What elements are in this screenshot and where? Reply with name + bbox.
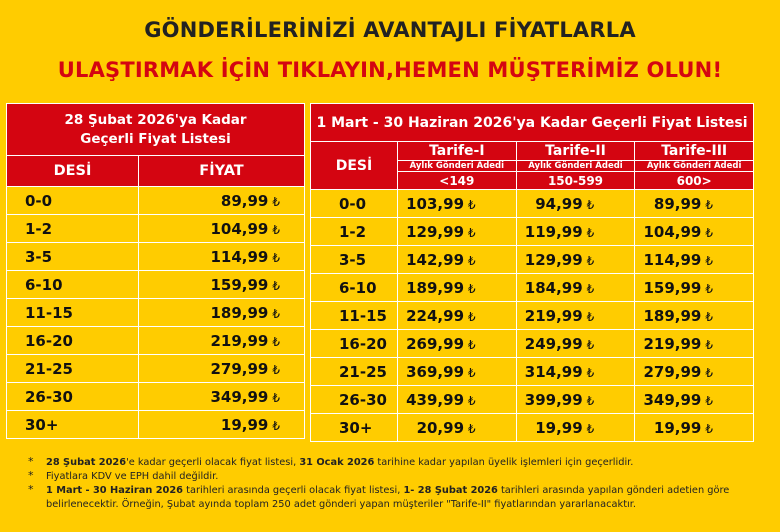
price-value: 19,99 — [653, 418, 702, 437]
lira-icon: ₺ — [705, 309, 713, 324]
left-table-row — [7, 243, 305, 271]
left-table-row — [7, 383, 305, 411]
lira-icon: ₺ — [272, 362, 280, 377]
lira-icon: ₺ — [272, 334, 280, 349]
lira-icon: ₺ — [468, 225, 476, 240]
tariff-2-price-cell — [516, 358, 635, 386]
price-value: 119,99 — [524, 222, 583, 241]
tariff-3-price-cell — [635, 246, 754, 274]
tariff-2-range: 150-599 — [516, 172, 635, 190]
desi-cell: 3-5 — [311, 246, 398, 274]
desi-cell: 30+ — [7, 411, 139, 439]
tariff-3-price-cell — [635, 302, 754, 330]
price-value: 349,99 — [643, 390, 702, 409]
desi-cell: 16-20 — [7, 327, 139, 355]
left-table-row — [7, 355, 305, 383]
lira-icon: ₺ — [705, 225, 713, 240]
tariff-3-price-cell — [635, 414, 754, 442]
price-value: 184,99 — [524, 278, 583, 297]
tariff-3-price-cell — [635, 274, 754, 302]
price-value: 279,99 — [210, 359, 269, 378]
desi-cell: 11-15 — [311, 302, 398, 330]
tariff-3-price-cell — [635, 358, 754, 386]
price-value: 159,99 — [643, 278, 702, 297]
footnote-3-text: tarihleri arasında geçerli olacak fiyat listesi, — [183, 485, 404, 496]
lira-icon: ₺ — [468, 253, 476, 268]
price-value: 349,99 — [210, 387, 269, 406]
desi-cell: 1-2 — [7, 215, 139, 243]
desi-cell: 26-30 — [311, 386, 398, 414]
right-price-table — [310, 103, 754, 442]
desi-cell: 6-10 — [7, 271, 139, 299]
price-value: 104,99 — [643, 222, 702, 241]
tariff-2-price-cell — [516, 302, 635, 330]
lira-icon: ₺ — [272, 194, 280, 209]
tariff-3-price-cell — [635, 386, 754, 414]
tariff-1-price-cell — [398, 330, 517, 358]
price-value: 94,99 — [535, 194, 583, 213]
tariff-1-price-cell — [398, 386, 517, 414]
tariff-1-sub: Aylık Gönderi Adedi — [398, 161, 517, 172]
tariff-1-name: Tarife-I — [398, 142, 517, 161]
price-value: 159,99 — [210, 275, 269, 294]
footnote-2-text: Fiyatlara KDV ve EPH dahil değildir. — [46, 471, 219, 482]
right-table-row — [311, 190, 754, 218]
lira-icon: ₺ — [468, 197, 476, 212]
desi-cell: 3-5 — [7, 243, 139, 271]
headline-line2[interactable]: ULAŞTIRMAK İÇİN TIKLAYIN,HEMEN MÜŞTERİMİZ OLUN! — [57, 58, 723, 82]
lira-icon: ₺ — [705, 197, 713, 212]
footnote-3-range: 1- 28 Şubat 2026 — [403, 485, 498, 496]
tariff-2-price-cell — [516, 330, 635, 358]
headline-line1: GÖNDERİLERİNİZİ AVANTAJLI FİYATLARLA — [144, 18, 636, 42]
tariff-2-price-cell — [516, 274, 635, 302]
price-cell — [139, 243, 305, 271]
footnote-3-text-end: tarihleri arasında yapılan gönderi adetien göre belirlenecektir. Örneğin, Şubat ayında toplam 250 adet gönderi yapan müşteriler "Tarife-II" fiyatlarından yararlanacaktır. — [46, 485, 730, 510]
lira-icon: ₺ — [468, 337, 476, 352]
price-cell — [139, 271, 305, 299]
asterisk-icon: * — [28, 455, 34, 468]
price-value: 189,99 — [406, 278, 465, 297]
lira-icon: ₺ — [586, 393, 595, 408]
tariff-2-price-cell — [516, 414, 635, 442]
lira-icon: ₺ — [705, 365, 713, 380]
lira-icon: ₺ — [272, 390, 280, 405]
tariff-1-price-cell — [398, 414, 517, 442]
tariff-2-sub: Aylık Gönderi Adedi — [516, 161, 635, 172]
lira-icon: ₺ — [586, 197, 595, 212]
desi-cell: 1-2 — [311, 218, 398, 246]
price-cell — [139, 299, 305, 327]
lira-icon: ₺ — [272, 306, 280, 321]
lira-icon: ₺ — [468, 309, 476, 324]
right-table-row — [311, 358, 754, 386]
left-table-row — [7, 215, 305, 243]
lira-icon: ₺ — [272, 418, 280, 433]
lira-icon: ₺ — [586, 225, 595, 240]
lira-icon: ₺ — [705, 281, 713, 296]
tariff-3-price-cell — [635, 190, 754, 218]
footnote-1-text: 'e kadar geçerli olacak fiyat listesi, — [126, 457, 300, 468]
lira-icon: ₺ — [272, 278, 280, 293]
price-value: 224,99 — [406, 306, 465, 325]
price-value: 103,99 — [406, 194, 465, 213]
desi-cell: 0-0 — [7, 187, 139, 215]
tariff-1-price-cell — [398, 302, 517, 330]
tariff-3-sub: Aylık Gönderi Adedi — [635, 161, 754, 172]
lira-icon: ₺ — [586, 309, 595, 324]
footnote-1-deadline: 31 Ocak 2026 — [299, 457, 375, 468]
right-col-desi: DESİ — [311, 142, 398, 190]
price-value: 129,99 — [406, 222, 465, 241]
right-table-row — [311, 414, 754, 442]
tariff-1-price-cell — [398, 358, 517, 386]
lira-icon: ₺ — [272, 222, 280, 237]
price-cell — [139, 327, 305, 355]
lira-icon: ₺ — [705, 337, 713, 352]
lira-icon: ₺ — [468, 281, 476, 296]
lira-icon: ₺ — [272, 250, 280, 265]
tariff-1-price-cell — [398, 246, 517, 274]
right-table-row — [311, 330, 754, 358]
footnote-1-date: 28 Şubat 2026 — [46, 457, 127, 468]
lira-icon: ₺ — [586, 253, 595, 268]
price-cell — [139, 355, 305, 383]
price-value: 142,99 — [406, 250, 465, 269]
tariff-1-price-cell — [398, 218, 517, 246]
left-col-desi: DESİ — [7, 156, 139, 187]
price-value: 219,99 — [643, 334, 702, 353]
tariff-3-name: Tarife-III — [635, 142, 754, 161]
price-value: 269,99 — [406, 334, 465, 353]
price-value: 19,99 — [220, 415, 269, 434]
right-table-row — [311, 302, 754, 330]
asterisk-icon: * — [28, 483, 34, 496]
tariff-1-price-cell — [398, 190, 517, 218]
lira-icon: ₺ — [468, 365, 476, 380]
price-value: 439,99 — [406, 390, 465, 409]
lira-icon: ₺ — [705, 253, 713, 268]
lira-icon: ₺ — [586, 337, 595, 352]
price-value: 129,99 — [524, 250, 583, 269]
footnote-3 — [28, 484, 768, 512]
price-cell — [139, 383, 305, 411]
price-value: 314,99 — [524, 362, 583, 381]
price-value: 89,99 — [653, 194, 702, 213]
lira-icon: ₺ — [586, 421, 595, 436]
left-title-line1: 28 Şubat 2026'ya Kadar — [64, 111, 247, 128]
footnote-2 — [28, 470, 768, 484]
desi-cell: 21-25 — [7, 355, 139, 383]
left-table-title — [7, 104, 305, 156]
tariff-2-price-cell — [516, 190, 635, 218]
lira-icon: ₺ — [705, 421, 713, 436]
footnote-1 — [28, 456, 768, 470]
tariff-3-price-cell — [635, 218, 754, 246]
tariff-1-price-cell — [398, 274, 517, 302]
right-table-row — [311, 218, 754, 246]
left-table-row — [7, 327, 305, 355]
left-price-table — [6, 103, 305, 439]
left-table-row — [7, 271, 305, 299]
desi-cell: 6-10 — [311, 274, 398, 302]
price-value: 19,99 — [535, 418, 583, 437]
tariff-1-range: <149 — [398, 172, 517, 190]
left-title-line2: Geçerli Fiyat Listesi — [80, 130, 231, 147]
footnote-1-text-end: tarihine kadar yapılan üyelik işlemleri için geçerlidir. — [374, 457, 634, 468]
asterisk-icon: * — [28, 469, 34, 482]
desi-cell: 11-15 — [7, 299, 139, 327]
price-value: 219,99 — [524, 306, 583, 325]
price-value: 114,99 — [643, 250, 702, 269]
desi-cell: 26-30 — [7, 383, 139, 411]
right-table-title: 1 Mart - 30 Haziran 2026'ya Kadar Geçerli Fiyat Listesi — [311, 104, 754, 142]
price-value: 369,99 — [406, 362, 465, 381]
price-cell — [139, 411, 305, 439]
desi-cell: 21-25 — [311, 358, 398, 386]
price-value: 104,99 — [210, 219, 269, 238]
price-value: 249,99 — [524, 334, 583, 353]
tariff-2-name: Tarife-II — [516, 142, 635, 161]
lira-icon: ₺ — [468, 393, 476, 408]
price-value: 219,99 — [210, 331, 269, 350]
right-table-row — [311, 386, 754, 414]
price-value: 189,99 — [210, 303, 269, 322]
lira-icon: ₺ — [586, 365, 595, 380]
price-cell — [139, 187, 305, 215]
tariff-2-price-cell — [516, 246, 635, 274]
price-value: 20,99 — [416, 418, 465, 437]
price-value: 114,99 — [210, 247, 269, 266]
price-value: 89,99 — [220, 191, 269, 210]
tariff-2-price-cell — [516, 386, 635, 414]
lira-icon: ₺ — [586, 281, 595, 296]
desi-cell: 16-20 — [311, 330, 398, 358]
lira-icon: ₺ — [468, 421, 476, 436]
footnote-3-period: 1 Mart - 30 Haziran 2026 — [46, 485, 183, 496]
desi-cell: 0-0 — [311, 190, 398, 218]
left-table-row — [7, 299, 305, 327]
tariff-3-price-cell — [635, 330, 754, 358]
tariff-3-range: 600> — [635, 172, 754, 190]
price-cell — [139, 215, 305, 243]
price-value: 279,99 — [643, 362, 702, 381]
tariff-2-price-cell — [516, 218, 635, 246]
left-col-price: FİYAT — [139, 156, 305, 187]
price-value: 399,99 — [524, 390, 583, 409]
desi-cell: 30+ — [311, 414, 398, 442]
right-table-row — [311, 274, 754, 302]
price-value: 189,99 — [643, 306, 702, 325]
lira-icon: ₺ — [705, 393, 713, 408]
footnotes — [28, 456, 768, 512]
left-table-row — [7, 187, 305, 215]
right-table-row — [311, 246, 754, 274]
left-table-row — [7, 411, 305, 439]
